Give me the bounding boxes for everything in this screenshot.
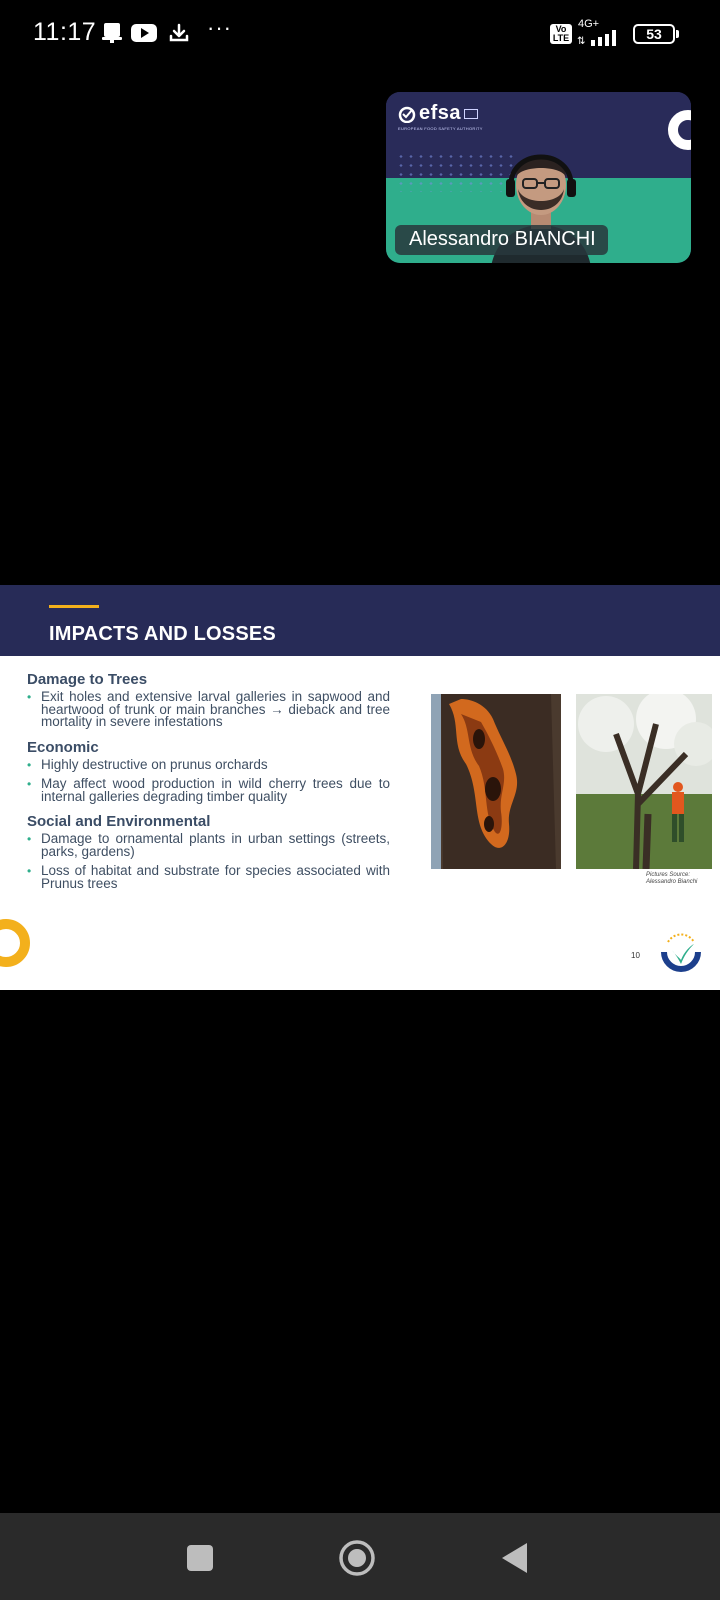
battery-tip — [676, 30, 679, 38]
bullet-item: • Exit holes and extensive larval galleries in sapwood and heartwood of trunk or main branches → dieback and tree mortality in severe infestations — [27, 691, 390, 729]
download-icon — [168, 22, 190, 44]
page-number: 10 — [631, 951, 640, 960]
home-circle-icon — [338, 1539, 376, 1577]
status-bar — [0, 0, 720, 70]
more-dots-icon: ··· — [207, 15, 232, 40]
bullet-item: • Highly destructive on prunus orchards — [27, 759, 390, 772]
recents-square-icon — [186, 1544, 214, 1572]
back-triangle-icon — [500, 1541, 530, 1575]
section-heading: Damage to Trees — [27, 671, 148, 688]
clock: 11:17 — [33, 18, 97, 46]
battery-icon: 53 — [633, 24, 675, 44]
eu-flag-icon — [464, 109, 478, 119]
network-type: 4G+ — [578, 18, 600, 30]
section-heading: Economic — [27, 738, 99, 756]
yellow-ring-decoration — [0, 919, 30, 967]
participant-video-tile[interactable] — [386, 92, 691, 263]
slide-title: IMPACTS AND LOSSES — [49, 623, 276, 645]
efsa-subtitle: EUROPEAN FOOD SAFETY AUTHORITY — [398, 126, 483, 131]
efsa-logo — [398, 102, 478, 125]
svg-text:⇅: ⇅ — [577, 36, 586, 46]
section-heading: Social and Environmental — [27, 813, 211, 830]
slide-header — [0, 585, 720, 656]
slide-body — [27, 671, 390, 897]
volte-icon: Vo LTE — [550, 24, 572, 44]
tree-damage-photo — [431, 694, 561, 869]
youtube-icon — [131, 23, 157, 43]
efsa-emblem-icon — [660, 930, 702, 972]
recents-button[interactable] — [177, 1535, 223, 1581]
accent-line — [49, 605, 99, 608]
home-button[interactable] — [334, 1535, 380, 1581]
bullet-item: • Damage to ornamental plants in urban settings (streets, parks, gardens) — [27, 833, 390, 858]
signal-icon — [577, 30, 625, 46]
bullet-item: • May affect wood production in wild cherry trees due to internal galleries degrading timber quality — [27, 778, 390, 803]
efsa-logo-icon — [398, 105, 416, 123]
back-button[interactable] — [492, 1535, 538, 1581]
participant-name: Alessandro BIANCHI — [395, 225, 608, 255]
presentation-slide — [0, 585, 720, 990]
efsa-brand-text: efsa — [419, 102, 462, 124]
orchard-photo — [576, 694, 712, 869]
notification-icon — [101, 21, 125, 45]
navigation-bar — [0, 1513, 720, 1600]
bullet-item: • Loss of habitat and substrate for species associated with Prunus trees — [27, 865, 390, 890]
picture-source-caption: Pictures Source: Alessandro Bianchi — [646, 872, 698, 885]
